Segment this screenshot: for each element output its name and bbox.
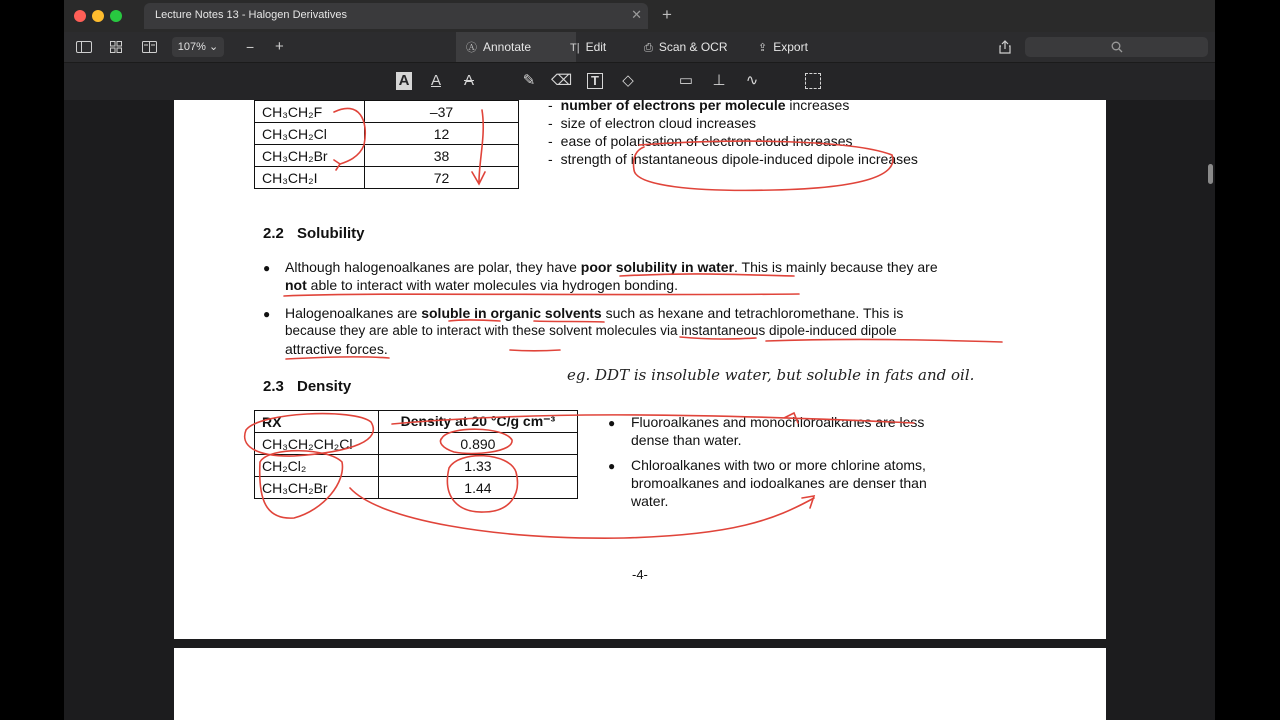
text-box-icon[interactable]: T bbox=[587, 73, 603, 89]
bullet: ● bbox=[608, 459, 616, 473]
grid-view-icon[interactable] bbox=[110, 41, 122, 53]
main-toolbar bbox=[64, 32, 1215, 63]
compound-cell: CH₃CH₂I bbox=[255, 167, 365, 189]
density-bullet1-line1: Fluoroalkanes and monochloroalkanes are less bbox=[631, 414, 925, 430]
boiling-point-cell: 38 bbox=[365, 145, 519, 167]
ink-underline-poor-solubility bbox=[620, 274, 794, 276]
solubility-heading: Solubility bbox=[297, 225, 365, 242]
ink-bracket bbox=[334, 108, 365, 170]
scrollbar-thumb[interactable] bbox=[1208, 164, 1213, 184]
comment-icon[interactable]: ▭ bbox=[678, 72, 694, 89]
ink-underline-soluble bbox=[449, 320, 500, 321]
handwritten-note: eg. DDT is insoluble water, but soluble in fats and oil. bbox=[567, 366, 975, 384]
solubility-bullet2-line2: because they are able to interact with these solvent molecules via instantaneous dipole-induced dipole bbox=[285, 323, 897, 338]
strikethrough-text-icon[interactable]: A bbox=[463, 72, 474, 89]
search-icon bbox=[1111, 41, 1123, 53]
search-input[interactable] bbox=[1025, 37, 1208, 57]
ink-circle-133-144 bbox=[447, 456, 517, 512]
ink-circle-dipole bbox=[633, 141, 892, 190]
trend-point: - number of electrons per molecule increases bbox=[548, 97, 850, 113]
annotate-mode-button[interactable]: Ⓐ Annotate bbox=[456, 32, 576, 62]
title-bar bbox=[64, 0, 1215, 32]
density-cell: 0.890 bbox=[378, 433, 577, 455]
zoom-select[interactable]: 107% ⌄ bbox=[172, 37, 224, 57]
density-cell: 1.33 bbox=[378, 455, 577, 477]
tab-title: Lecture Notes 13 - Halogen Derivatives bbox=[155, 9, 347, 21]
ink-underline-organic bbox=[534, 321, 604, 322]
export-icon: ⇪ bbox=[758, 42, 768, 54]
density-header-rx: RX bbox=[255, 411, 379, 433]
scan-ocr-button[interactable]: ⎙ Scan & OCR bbox=[634, 32, 738, 62]
ink-circle-rx bbox=[245, 414, 374, 456]
printer-icon: ⎙ bbox=[644, 42, 653, 54]
solubility-bullet2-line3: attractive forces. bbox=[285, 341, 388, 357]
edit-mode-button[interactable]: T| Edit bbox=[560, 32, 616, 62]
ink-curve-arrow bbox=[350, 488, 814, 538]
zoom-in-button[interactable]: + bbox=[275, 38, 284, 55]
ink-dash bbox=[510, 350, 560, 351]
page-layout-icon[interactable] bbox=[142, 41, 157, 53]
ink-circle-ch2cl2 bbox=[260, 451, 343, 518]
vertical-scrollbar[interactable] bbox=[1204, 100, 1215, 720]
bullet: ● bbox=[263, 261, 271, 275]
close-tab-icon[interactable]: ✕ bbox=[631, 7, 642, 22]
selection-icon[interactable] bbox=[805, 73, 821, 89]
app-window bbox=[64, 0, 1215, 720]
new-tab-button[interactable]: + bbox=[662, 5, 672, 24]
solubility-bullet2-line1: Halogenoalkanes are soluble in organic solvents such as hexane and tetrachloromethane. This is bbox=[285, 305, 904, 321]
minimize-window-button[interactable] bbox=[92, 10, 104, 22]
boiling-point-cell: 72 bbox=[365, 167, 519, 189]
rx-cell: CH₂Cl₂ bbox=[255, 455, 379, 477]
solubility-bullet1-line1: Although halogenoalkanes are polar, they have poor solubility in water. This is mainly because they are bbox=[285, 259, 938, 275]
close-window-button[interactable] bbox=[74, 10, 86, 22]
eraser-icon[interactable]: ⌫ bbox=[551, 72, 573, 89]
compound-cell: CH₃CH₂Cl bbox=[255, 123, 365, 145]
ink-strike-density bbox=[392, 413, 914, 424]
shapes-icon[interactable]: ◇ bbox=[622, 72, 634, 89]
export-button[interactable]: ⇪ Export bbox=[748, 32, 818, 62]
ink-underline-water bbox=[284, 294, 799, 296]
solubility-bullet1-line2: not able to interact with water molecules via hydrogen bonding. bbox=[285, 277, 678, 293]
ink-underline-instantaneous bbox=[766, 339, 1002, 342]
density-bullet2-line3: water. bbox=[631, 493, 669, 509]
rx-cell: CH₃CH₂CH₂Cl bbox=[255, 433, 379, 455]
stamp-icon[interactable]: ⊥ bbox=[712, 72, 726, 89]
density-bullet2-line2: bromoalkanes and iodoalkanes are denser than bbox=[631, 475, 927, 491]
text-cursor-icon: T| bbox=[570, 42, 580, 54]
zoom-window-button[interactable] bbox=[110, 10, 122, 22]
trend-point: - strength of instantaneous dipole-induced dipole increases bbox=[548, 151, 918, 167]
bullet: ● bbox=[263, 307, 271, 321]
density-bullet1-line2: dense than water. bbox=[631, 432, 742, 448]
boiling-point-cell: 12 bbox=[365, 123, 519, 145]
pdf-page bbox=[174, 97, 1106, 639]
share-icon[interactable] bbox=[999, 40, 1011, 54]
underline-text-icon[interactable]: A bbox=[430, 72, 441, 89]
document-tab[interactable] bbox=[144, 3, 648, 29]
zoom-out-button[interactable]: − bbox=[246, 39, 255, 55]
trend-point: - size of electron cloud increases bbox=[548, 115, 756, 131]
solubility-section-number: 2.2 bbox=[263, 225, 284, 242]
sidebar-toggle-icon[interactable] bbox=[76, 41, 92, 53]
ink-down-arrow bbox=[472, 110, 485, 184]
density-section-number: 2.3 bbox=[263, 378, 284, 395]
pen-icon[interactable]: ✎ bbox=[522, 72, 536, 89]
ink-annotations[interactable] bbox=[174, 100, 1106, 639]
ink-underline-solvent bbox=[680, 337, 756, 339]
density-cell: 1.44 bbox=[378, 477, 577, 499]
compound-cell: CH₃CH₂F bbox=[255, 101, 365, 123]
annotate-icon: Ⓐ bbox=[466, 42, 477, 54]
signature-icon[interactable]: ∿ bbox=[745, 72, 759, 89]
density-heading: Density bbox=[297, 378, 352, 395]
page-number: -4- bbox=[632, 567, 648, 582]
annotation-toolbar bbox=[64, 63, 1215, 100]
bullet: ● bbox=[608, 416, 616, 430]
ink-underline-attractive bbox=[286, 357, 389, 359]
boiling-point-cell: –37 bbox=[365, 101, 519, 123]
density-bullet2-line1: Chloroalkanes with two or more chlorine atoms, bbox=[631, 457, 926, 473]
ink-circle-0890 bbox=[441, 429, 513, 453]
compound-cell: CH₃CH₂Br bbox=[255, 145, 365, 167]
density-header-density: Density at 20 °C/g cm⁻³ bbox=[378, 411, 577, 433]
highlight-text-icon[interactable]: A bbox=[396, 72, 412, 90]
trend-point: - ease of polarisation of electron cloud increases bbox=[548, 133, 853, 149]
rx-cell: CH₃CH₂Br bbox=[255, 477, 379, 499]
pdf-page-next bbox=[174, 648, 1106, 720]
